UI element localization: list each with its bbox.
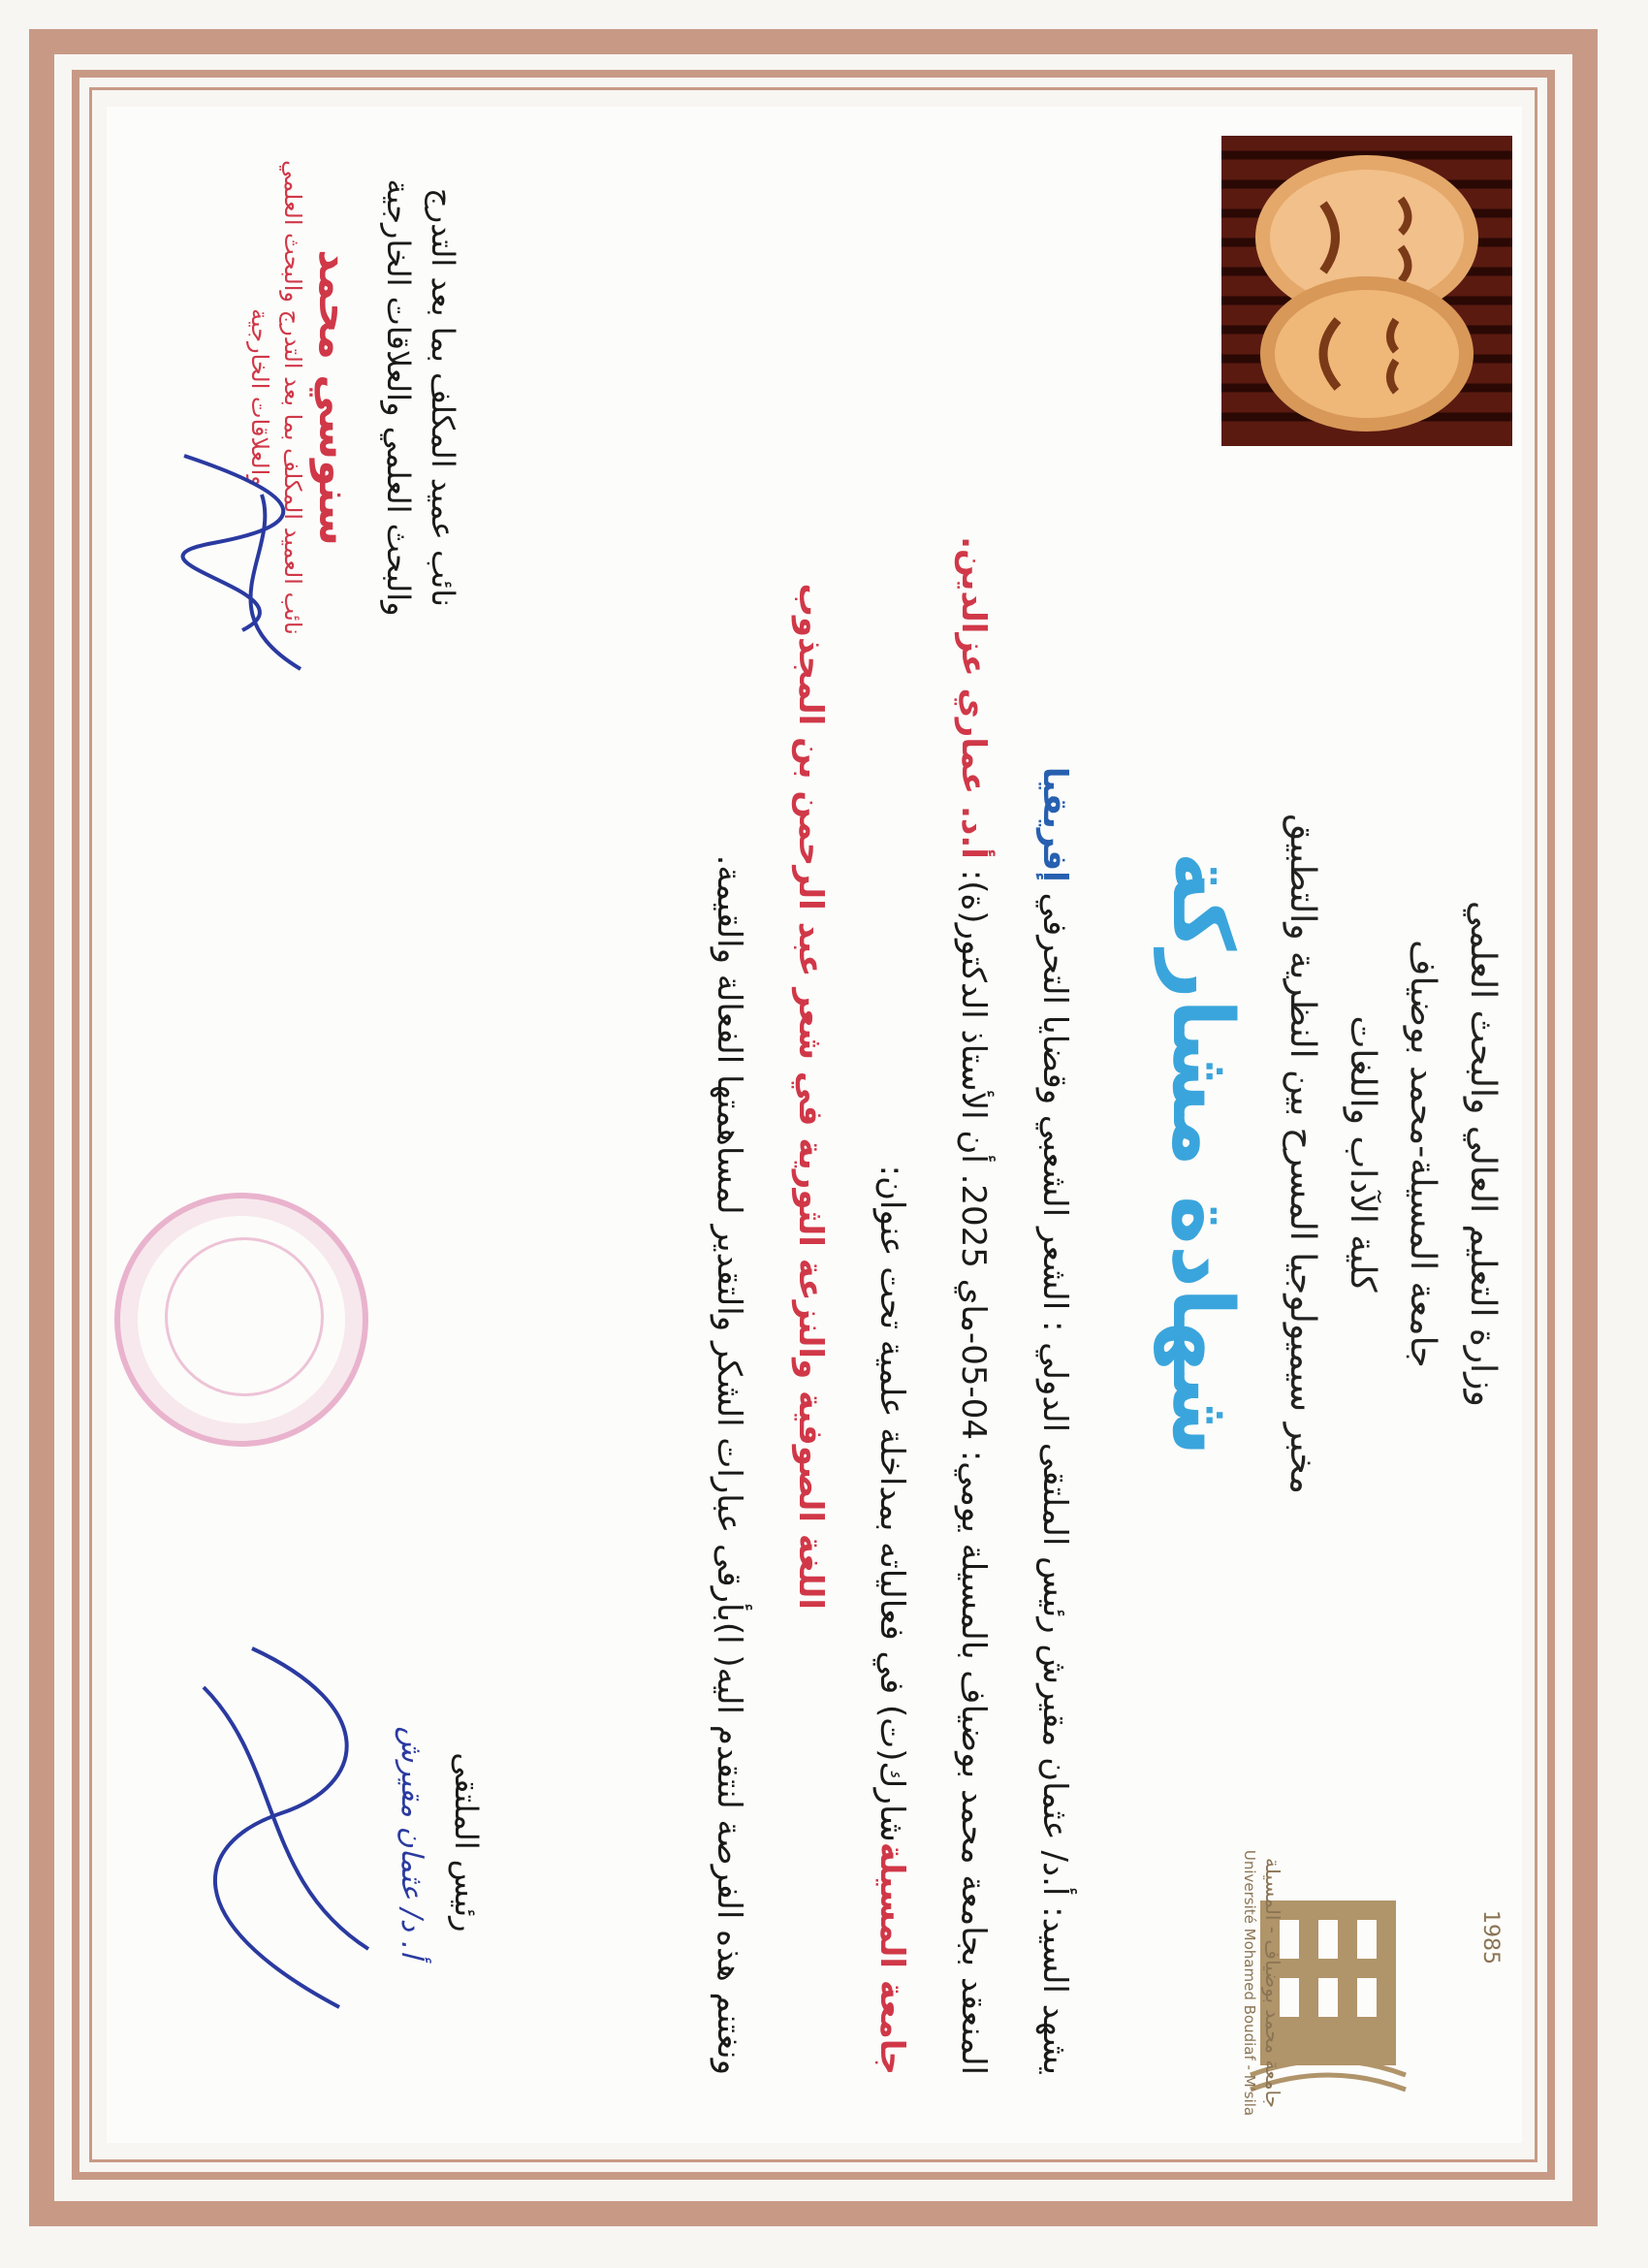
conference-theme-highlight: إفريقيا: [1035, 766, 1074, 882]
logo-year: 1985: [1478, 1910, 1503, 1965]
certificate-body: [688, 175, 1095, 2075]
certificate-content: [116, 116, 1512, 2133]
dean-title: نائب عميد المكلف بما بعد التدرج والبحث العلمي والعلاقات الخارجية: [380, 178, 461, 617]
dean-name: سنوسي محمد: [309, 249, 359, 546]
participant-name: أ.د. عماري عزالدين.: [954, 536, 993, 859]
dean-signature: [145, 436, 359, 688]
logo-name-ar: جامعة محمد بوضياف - المسيلة: [1261, 1857, 1284, 2109]
ministry-name: وزارة التعليم العالي والبحث العلمي: [1463, 901, 1503, 1407]
chair-title: رئيس الملتقى: [448, 1752, 485, 1933]
body-line-5: ونغتنم هذه الفرصة لنتقدم اليه( ا)بأرقى عبارات الشكر والتقدير لمساهمتها الفعالة والقيمة.: [710, 854, 748, 2075]
theater-masks-icon: [1221, 136, 1512, 446]
chair-signature-block: [395, 1629, 485, 2056]
dean-title-stamp: نائب العميد المكلف بما بعد التدرج والبحث العلمي والعلاقات الخارجية: [246, 160, 306, 635]
official-stamp-icon: [114, 1193, 368, 1447]
chair-signature: [165, 1629, 397, 2036]
body-line-1: يشهد السيد: أ.د/ عثمان مقيرش رئيس الملتقى الدولي : الشعر الشعبي وقضايا التحرفي إفريقيا: [1035, 766, 1074, 2075]
lab-name: مخبر سيميولوجيا المسرح بين النظرية والتطبيق: [1283, 814, 1322, 1494]
logo-name-fr: Université Mohamed Boudiaf - M'sila: [1241, 1849, 1258, 2117]
paper-title: اللغة الصوفية والنزعة الثورية في شعر عبد الرحمن بن المجذوب: [791, 583, 830, 1610]
body-line-3: جامعة المسيلةشارك(ت) في فعالياته بمداخلة علمية تحت عنوان:: [872, 1165, 911, 2075]
university-logo-icon: [1231, 1842, 1512, 2124]
university-name: جامعة المسيلة-محمد بوضياف: [1403, 940, 1442, 1368]
faculty-name: كلية الآداب واللغات: [1343, 1015, 1382, 1293]
certificate-header: [1272, 621, 1512, 1687]
chair-name: أ. د/ عثمان مقيرش: [395, 1726, 428, 1959]
body-line-2: المنعقد بجامعة محمد بوضياف بالمسيلة يومي: 04-05-ماي 2025. أن الأستاذ الدكتور(ة): أ.د. عماري عزالدين.: [954, 536, 993, 2075]
certificate-title: شهادة مشاركة: [1154, 851, 1251, 1456]
participant-university: جامعة المسيلة: [872, 1841, 911, 2075]
